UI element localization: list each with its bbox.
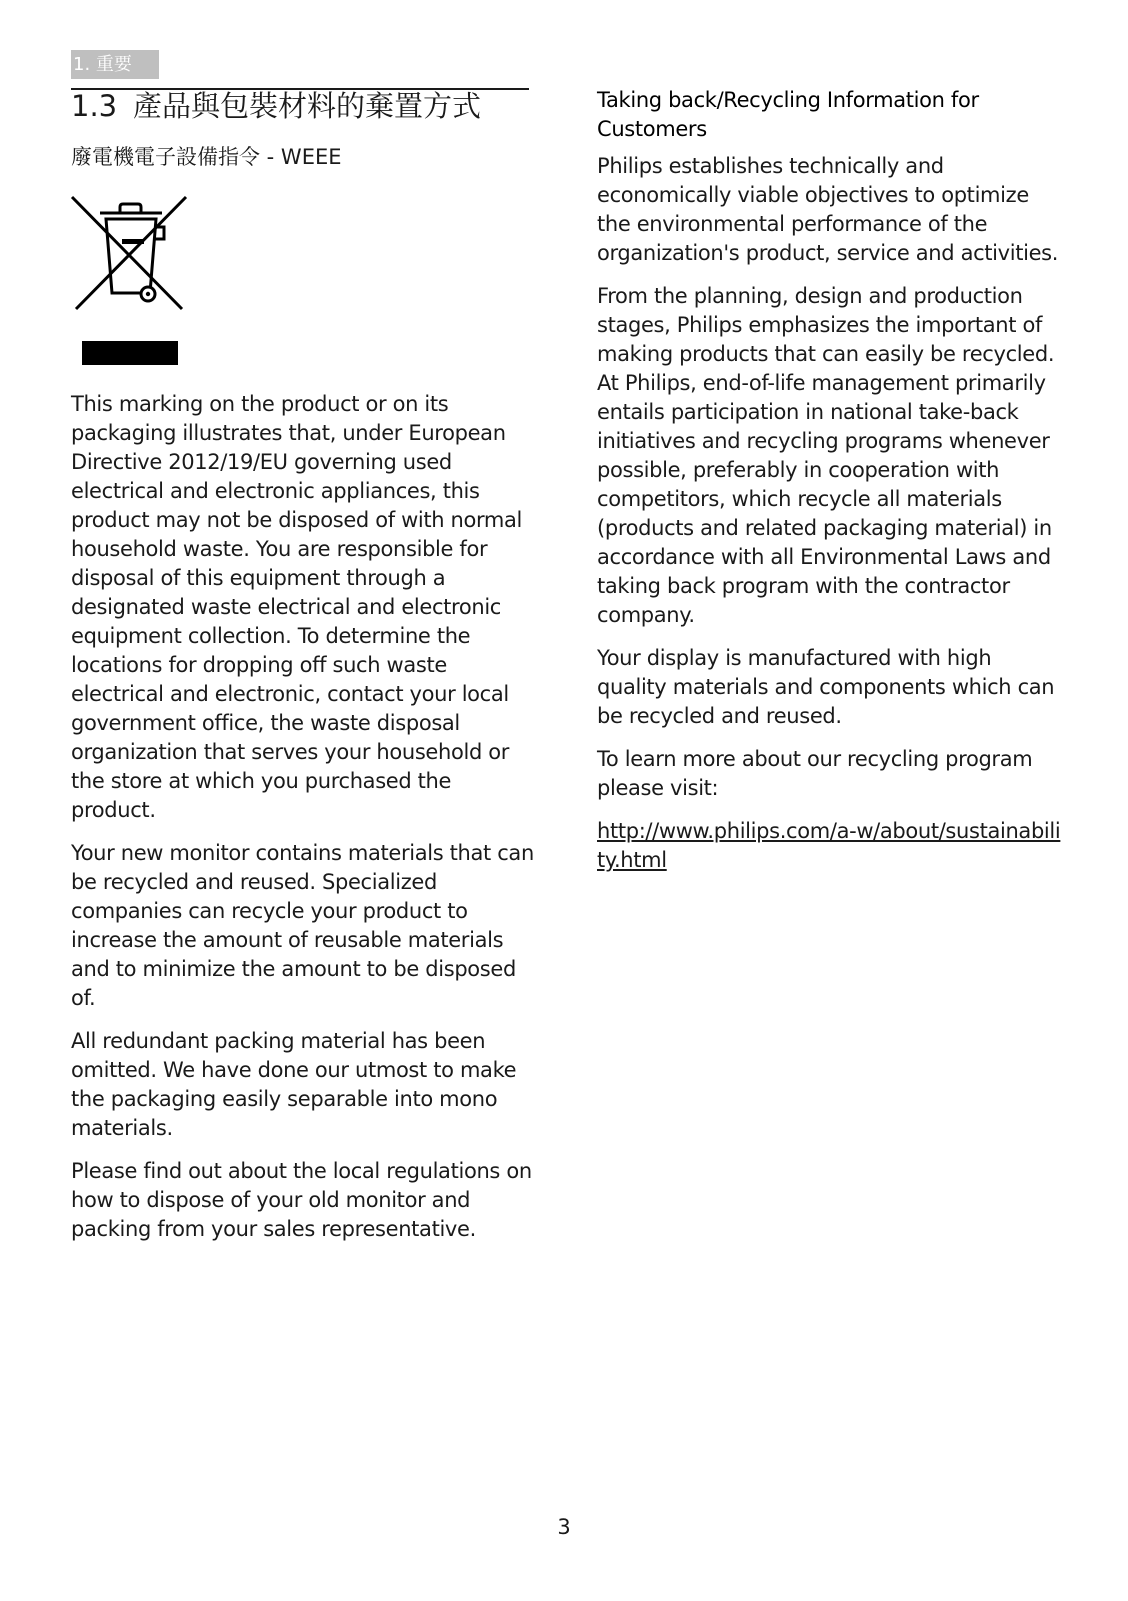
paragraph: To learn more about our recycling program please visit: (597, 747, 1033, 800)
paragraph: Your display is manufactured with high quality materials and components which can be recycled and reused. (597, 646, 1055, 728)
right-column (597, 86, 1067, 889)
left-column (71, 390, 537, 1258)
weee-black-bar (82, 341, 178, 365)
paragraph: All redundant packing material has been omitted. We have done our utmost to make the packaging easily separable into mono materials. (71, 1029, 517, 1140)
paragraph: Please find out about the local regulations on how to dispose of your old monitor and packing from your sales representative. (71, 1159, 532, 1241)
recycling-heading: Taking back/Recycling Information for Customers (597, 88, 979, 141)
chapter-number: 1.3 (71, 89, 118, 123)
sustainability-link[interactable]: http://www.philips.com/a-w/about/sustainability.html (597, 819, 1061, 872)
page-number: 3 (557, 1515, 571, 1539)
weee-sub-heading: 廢電機電子設備指令 - WEEE (71, 145, 342, 169)
paragraph: Your new monitor contains materials that can be recycled and reused. Specialized companies can recycle your product to increase the amount of reusable materials and to minimize the amount to be disposed of. (71, 841, 534, 1010)
chapter-title-text: 產品與包裝材料的棄置方式 (133, 89, 482, 123)
section-tab: 1. 重要 (71, 50, 159, 79)
crossed-out-wheelie-bin-icon (70, 195, 188, 315)
chapter-title (71, 88, 481, 124)
paragraph: Philips establishes technically and economically viable objectives to optimize the environmental performance of the organization's product, service and activities. (597, 154, 1059, 265)
paragraph: From the planning, design and production stages, Philips emphasizes the important of making products that can easily be recycled. At Philips, end-of-life management primarily entails participation in national take-back initiatives and recycling programs whenever possible, preferably in cooperation with competitors, which recycle all materials (products and related packaging material) in accordance with all Environmental Laws and taking back program with the contractor company. (597, 284, 1055, 627)
paragraph: This marking on the product or on its packaging illustrates that, under European Directive 2012/19/EU governing used electrical and electronic appliances, this product may not be disposed of with normal household waste. You are responsible for disposal of this equipment through a designated waste electrical and electronic equipment collection. To determine the locations for dropping off such waste electrical and electronic, contact your local government office, the waste disposal organization that serves your household or the store at which you purchased the product. (71, 392, 523, 822)
